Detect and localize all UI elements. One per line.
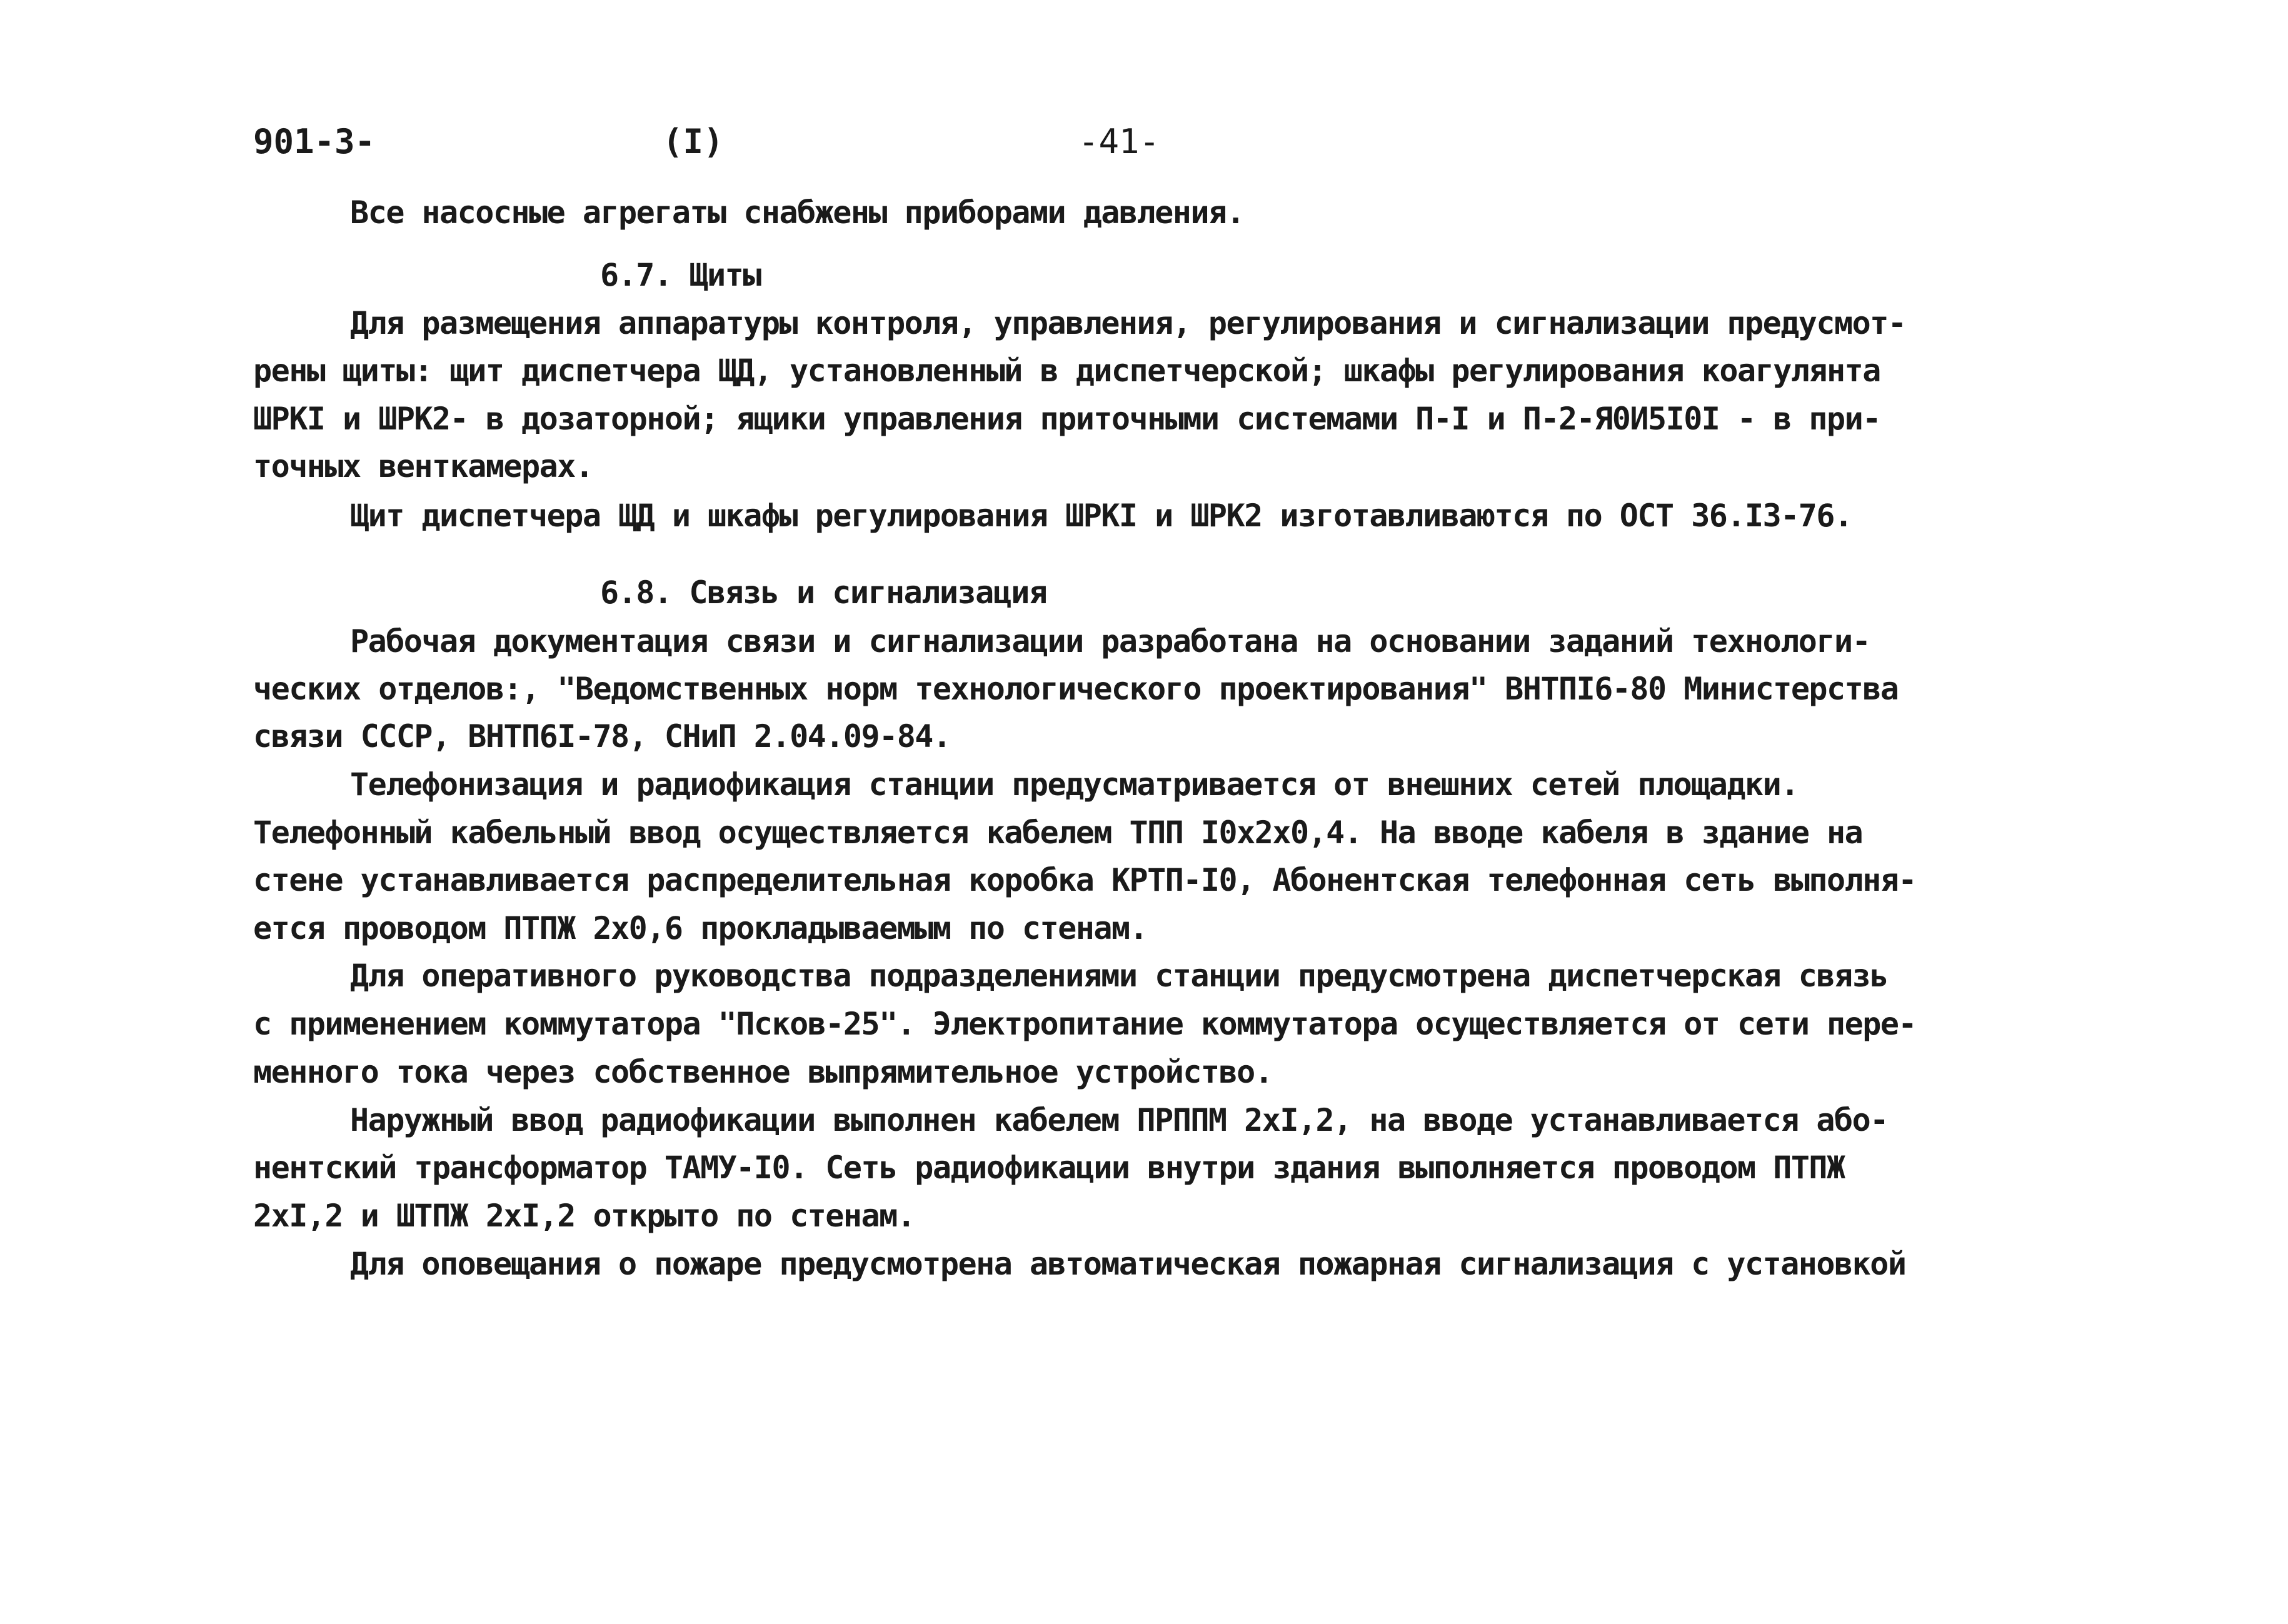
section-heading-6-8 bbox=[600, 574, 1046, 611]
text-line: ется проводом ПТПЖ 2x0,6 прокладываемым по стенам. bbox=[253, 910, 1148, 946]
section-heading-6-7 bbox=[600, 256, 761, 294]
text-line: Для размещения аппаратуры контроля, управления, регулирования и сигнализации предусмот- bbox=[350, 305, 1906, 341]
text-line: связи СССР, ВНТП6I-78, СНиП 2.04.09-84. bbox=[253, 718, 951, 754]
text-line: Все насосные агрегаты снабжены приборами давления. bbox=[350, 194, 1245, 231]
text-line: рены щиты: щит диспетчера ЩД, установленный в диспетчерской; шкафы регулирования коагулянта bbox=[253, 353, 1880, 389]
text-line: 2xI,2 и ШТПЖ 2xI,2 открыто по стенам. bbox=[253, 1198, 915, 1234]
section-title: Связь и сигнализация bbox=[689, 574, 1047, 611]
volume-number: (I) bbox=[663, 122, 724, 161]
text-line: Наружный ввод радиофикации выполнен кабелем ПРППМ 2xI,2, на вводе устанавливается або- bbox=[350, 1102, 1888, 1138]
page-number: -41- bbox=[1078, 122, 1160, 161]
section-title: Щиты bbox=[689, 257, 761, 293]
text-line: точных венткамерах. bbox=[253, 448, 593, 484]
text-line: Рабочая документация связи и сигнализации разработана на основании заданий технологи- bbox=[350, 623, 1870, 659]
text-line: нентский трансформатор ТАМУ-I0. Сеть радиофикации внутри здания выполняется проводом ПТПЖ bbox=[253, 1150, 1845, 1186]
text-line: Щит диспетчера ЩД и шкафы регулирования ШРКI и ШРК2 изготавливаются по ОСТ 36.I3-76. bbox=[350, 498, 1852, 534]
page-header bbox=[253, 122, 2129, 172]
document-code: 901-3- bbox=[253, 122, 376, 161]
text-line: стене устанавливается распределительная коробка КРТП-I0, Абонентская телефонная сеть выполня- bbox=[253, 862, 1917, 898]
text-line: Для оперативного руководства подразделениями станции предусмотрена диспетчерская связь bbox=[350, 958, 1888, 994]
section-number: 6.7. bbox=[600, 257, 672, 293]
text-line: Телефонизация и радиофикация станции предусматривается от внешних сетей площадки. bbox=[350, 766, 1799, 803]
text-line: с применением коммутатора "Псков-25". Электропитание коммутатора осуществляется от сети пере- bbox=[253, 1006, 1917, 1042]
text-line: ШРКI и ШРК2- в дозаторной; ящики управления приточными системами П-I и П-2-Я0И5I0I - в при- bbox=[253, 401, 1880, 437]
section-number: 6.8. bbox=[600, 574, 672, 611]
text-line: ческих отделов:, "Ведомственных норм технологического проектирования" ВНТПI6-80 Министерства bbox=[253, 671, 1899, 707]
text-line: Телефонный кабельный ввод осуществляется кабелем ТПП I0x2x0,4. На вводе кабеля в здание на bbox=[253, 815, 1863, 851]
text-line: Для оповещания о пожаре предусмотрена автоматическая пожарная сигнализация с установкой bbox=[350, 1246, 1906, 1282]
text-line: менного тока через собственное выпрямительное устройство. bbox=[253, 1054, 1273, 1090]
